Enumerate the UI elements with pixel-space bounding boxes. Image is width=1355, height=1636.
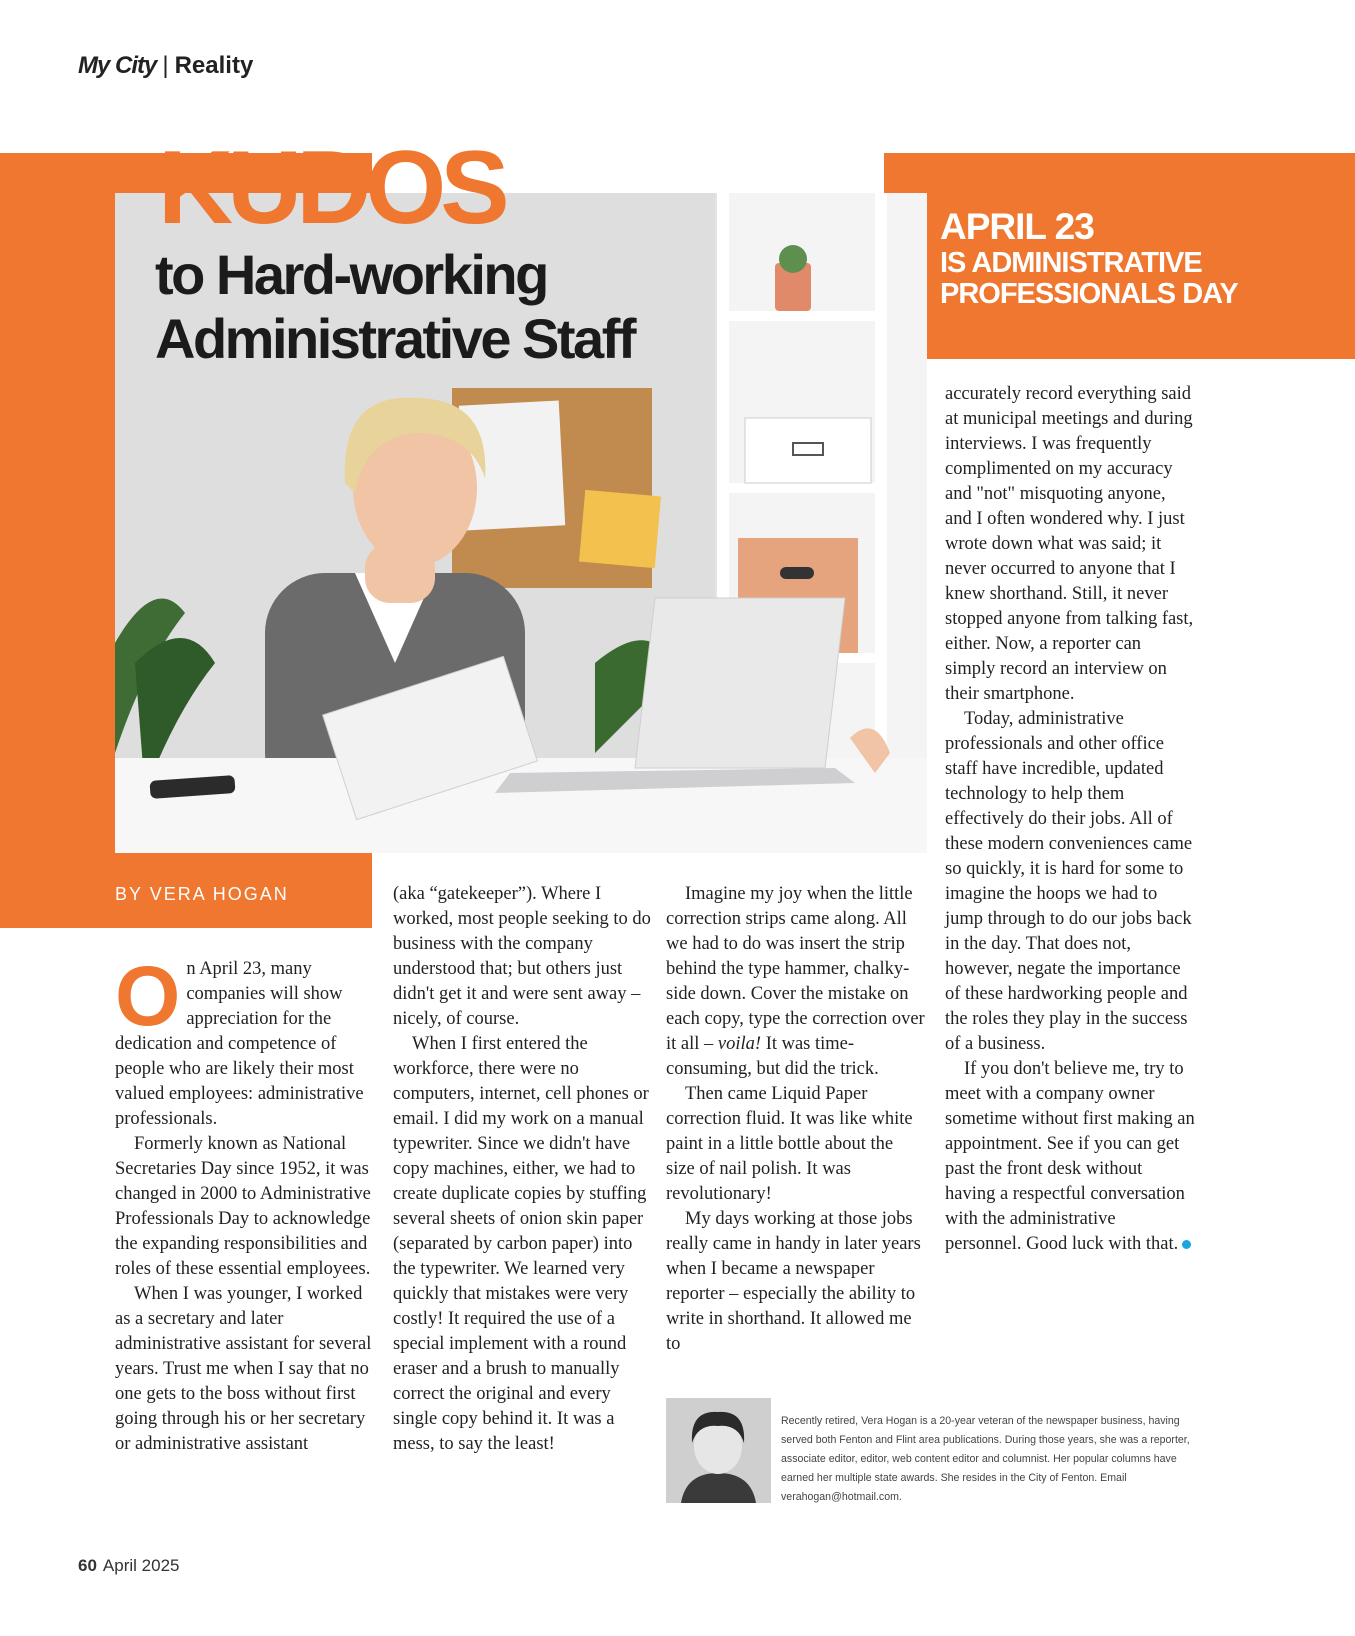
article-column-2 bbox=[393, 882, 655, 1457]
headline-kudos: KUDOS bbox=[158, 130, 504, 246]
issue-date: April 2025 bbox=[102, 1556, 180, 1575]
paragraph: (aka “gatekeeper”). Where I worked, most people seeking to do business with the company understood that; but others just didn't get it and were sent away – nicely, of course. bbox=[393, 884, 651, 1029]
paragraph: When I first entered the workforce, there were no computers, internet, cell phones or email. I did my work on a manual typewriter. Since we didn't have copy machines, either, we had to create duplicate copies by stuffing several sheets of onion skin paper (separated by carbon paper) into the typewriter. We learned very quickly that mistakes were very costly! It required the use of a special implement with a round eraser and a brush to manually correct the original and every single copy behind it. It was a mess, to say the least! bbox=[393, 1034, 649, 1454]
paragraph: If you don't believe me, try to meet with a company owner sometime without first making an appointment. See if you can get past the front desk without having a respectful conversation with the administrative personnel. Good luck with that. bbox=[945, 1059, 1195, 1254]
paragraph: Today, administrative professionals and other office staff have incredible, updated technology to help them effectively do their jobs. All of these modern conveniences came so quickly, it is hard for some to imagine the hoops we had to jump through to do our jobs back in the day. That does not, however, negate the importance of these hardworking people and the roles they play in the success of a business. bbox=[945, 709, 1193, 1054]
magazine-header bbox=[78, 52, 253, 80]
paragraph: On April 23, many companies will show appreciation for the dedication and competence of people who are likely their most valued employees: administrative professionals. bbox=[115, 949, 364, 1129]
article-column-4 bbox=[945, 382, 1195, 1257]
headline-line-2: Administrative Staff bbox=[155, 307, 634, 370]
section-label: Reality bbox=[174, 52, 254, 79]
end-mark-icon bbox=[1182, 1240, 1191, 1249]
author-photo bbox=[666, 1398, 771, 1503]
brand-logo: My City bbox=[78, 52, 157, 79]
article-column-1 bbox=[115, 949, 377, 1457]
page-number: 60 bbox=[78, 1556, 97, 1575]
headline-subtitle bbox=[155, 243, 634, 371]
paragraph: Then came Liquid Paper correction fluid. It was like white paint in a little bottle about the size of nail polish. It was revolutionary! bbox=[666, 1084, 913, 1204]
paragraph: My days working at those jobs really came in handy in later years when I became a newspaper reporter – especially the ability to write in shorthand. It allowed me to bbox=[666, 1209, 921, 1354]
article-column-3 bbox=[666, 882, 926, 1357]
paragraph: Formerly known as National Secretaries Day since 1952, it was changed in 2000 to Administrative Professionals Day to acknowledge the expanding responsibilities and roles of these essential employees. bbox=[115, 1134, 371, 1279]
drop-cap: O bbox=[115, 949, 181, 1043]
paragraph: Imagine my joy when the little correction strips came along. All we had to do was insert the strip behind the type hammer, chalky-side down. Cover the mistake on each copy, type the correction over it all – voila! It was time-consuming, but did the trick. bbox=[666, 884, 925, 1079]
headline-line-1: to Hard-working bbox=[155, 243, 547, 306]
sidebar-line-1: IS ADMINISTRATIVE bbox=[940, 247, 1202, 279]
byline: BY VERA HOGAN bbox=[115, 884, 289, 904]
paragraph: When I was younger, I worked as a secretary and later administrative assistant for several years. Trust me when I say that no one gets to the boss without first going through his or her secretary or administrative assistant bbox=[115, 1284, 372, 1454]
author-portrait-illustration bbox=[666, 1398, 771, 1503]
header-separator: | bbox=[162, 52, 169, 79]
sidebar-heading bbox=[940, 206, 1238, 310]
author-bio: Recently retired, Vera Hogan is a 20-year veteran of the newspaper business, having served both Fenton and Flint area publications. During those years, she was a reporter, associate editor, editor, web content editor and columnist. Her popular columns have earned her multiple state awards. She resides in the City of Fenton. Email verahogan@hotmail.com. bbox=[781, 1415, 1190, 1503]
sidebar-line-2: PROFESSIONALS DAY bbox=[940, 278, 1238, 310]
paragraph: accurately record everything said at municipal meetings and during interviews. I was frequently complimented on my accuracy and "not" misquoting anyone, and I often wondered why. I just wrote down what was said; it never occurred to anyone that I knew shorthand. Still, it never stopped anyone from talking fast, either. Now, a reporter can simply record an interview on their smartphone. bbox=[945, 384, 1194, 704]
emphasis-voila: voila! bbox=[717, 1034, 762, 1054]
sidebar-date: APRIL 23 bbox=[940, 206, 1094, 247]
page-footer bbox=[78, 1556, 179, 1576]
